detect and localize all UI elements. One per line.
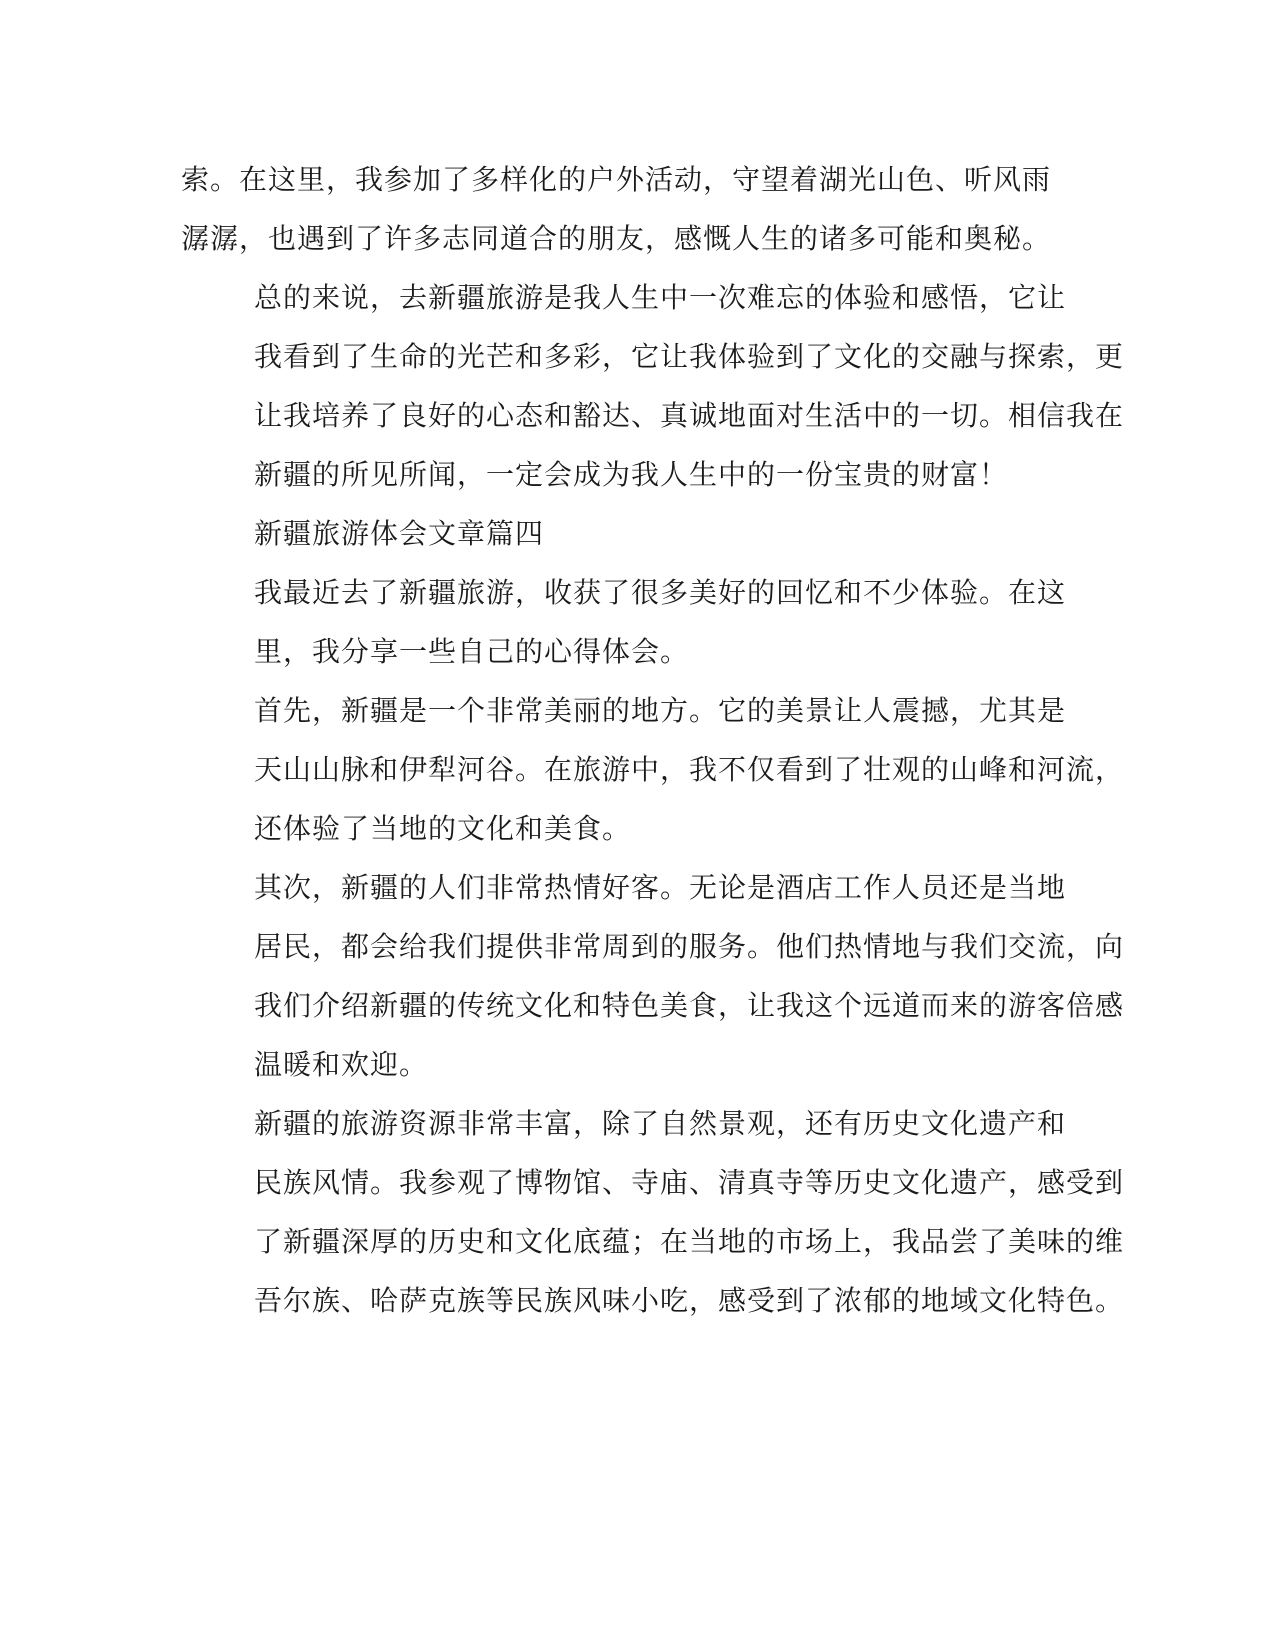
paragraph [181, 563, 1067, 681]
document-body [181, 150, 1125, 1330]
text-line: 了新疆深厚的历史和文化底蕴；在当地的市场上，我品尝了美味的维 [254, 1225, 1125, 1258]
text-line: 天山山脉和伊犁河谷。在旅游中，我不仅看到了壮观的山峰和河流， [254, 753, 1125, 786]
text-line: 民族风情。我参观了博物馆、寺庙、清真寺等历史文化遗产，感受到 [254, 1166, 1125, 1199]
paragraph [181, 1094, 1125, 1330]
paragraph [181, 150, 1052, 268]
text-line: 里，我分享一些自己的心得体会。 [254, 635, 690, 668]
text-line: 索。在这里，我参加了多样化的户外活动，守望着湖光山色、听风雨 [181, 163, 1052, 196]
text-line: 其次，新疆的人们非常热情好客。无论是酒店工作人员还是当地 [254, 871, 1067, 904]
text-line: 新疆的所见所闻，一定会成为我人生中的一份宝贵的财富！ [254, 458, 1009, 491]
text-line: 新疆的旅游资源非常丰富，除了自然景观，还有历史文化遗产和 [254, 1107, 1067, 1140]
text-line: 我看到了生命的光芒和多彩，它让我体验到了文化的交融与探索，更 [254, 340, 1125, 373]
text-line: 潺潺，也遇到了许多志同道合的朋友，感慨人生的诸多可能和奥秘。 [181, 222, 1052, 255]
paragraph [181, 681, 1125, 858]
paragraph [181, 858, 1125, 1094]
text-line: 温暖和欢迎。 [254, 1048, 429, 1081]
text-line: 我们介绍新疆的传统文化和特色美食，让我这个远道而来的游客倍感 [254, 989, 1125, 1022]
text-line: 吾尔族、哈萨克族等民族风味小吃，感受到了浓郁的地域文化特色。 [254, 1284, 1125, 1317]
text-line: 新疆旅游体会文章篇四 [254, 517, 545, 550]
text-line: 总的来说，去新疆旅游是我人生中一次难忘的体验和感悟，它让 [254, 281, 1067, 314]
text-line: 首先，新疆是一个非常美丽的地方。它的美景让人震撼，尤其是 [254, 694, 1067, 727]
document-page [181, 150, 1125, 1330]
paragraph [181, 504, 1029, 563]
text-line: 还体验了当地的文化和美食。 [254, 812, 632, 845]
text-line: 让我培养了良好的心态和豁达、真诚地面对生活中的一切。相信我在 [254, 399, 1125, 432]
text-line: 居民，都会给我们提供非常周到的服务。他们热情地与我们交流，向 [254, 930, 1125, 963]
paragraph [181, 268, 1125, 504]
text-line: 我最近去了新疆旅游，收获了很多美好的回忆和不少体验。在这 [254, 576, 1067, 609]
